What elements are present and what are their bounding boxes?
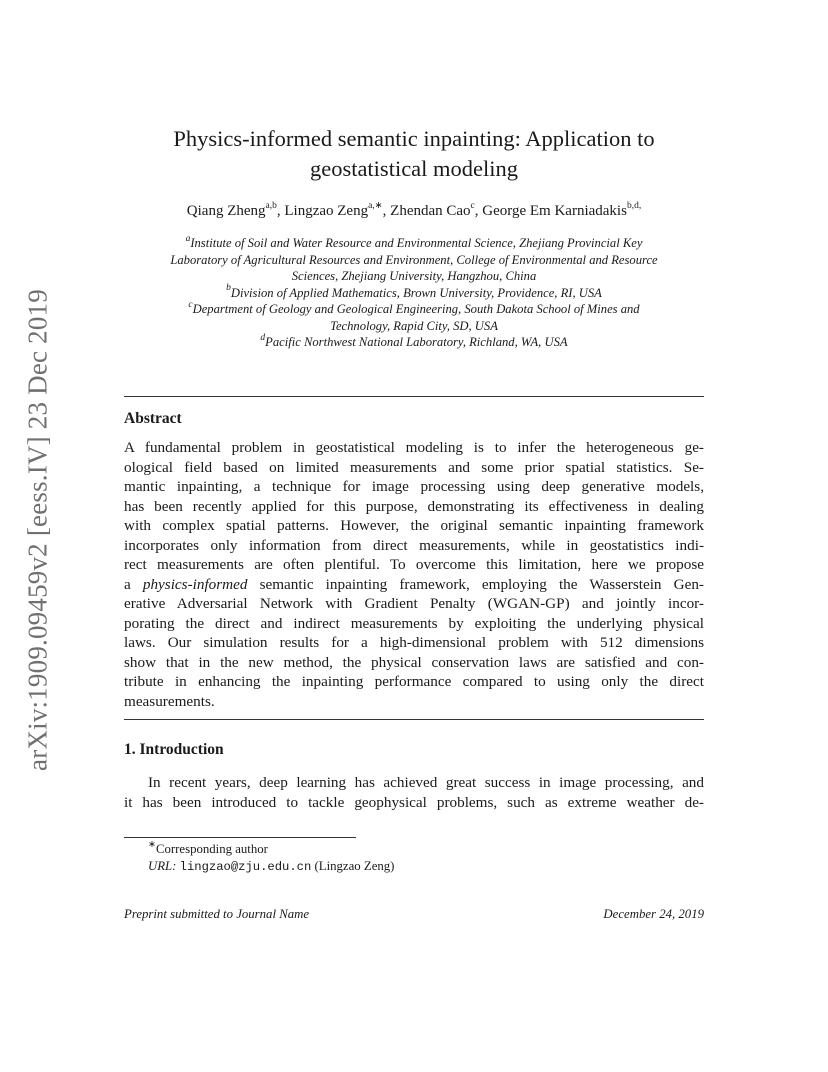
- affiliation-line: $^d$Pacific Northwest National Laboratory, Richland, WA, USA: [260, 332, 568, 349]
- abstract-line: laws. Our simulation results for a high-dimensional problem with 512 dimensions: [124, 634, 704, 651]
- abstract-line: has been recently applied for this purpose, demonstrating its effectiveness in dealing: [124, 497, 704, 515]
- footer-journal: Preprint submitted to Journal Name: [124, 907, 310, 921]
- author-list: Qiang Zheng$^{a,b}$, Lingzao Zeng$^{a,∗}$, Zhendan Cao$^c$, George Em Karniadakis$^{b,d,}$: [186, 201, 642, 219]
- paper-title: [124, 124, 704, 184]
- affiliations: [124, 235, 704, 351]
- affiliation-mark: d: [260, 332, 266, 343]
- abstract-line: tribute in enhancing the inpainting performance compared to using only the direct: [124, 673, 704, 690]
- author-name: Qiang Zheng: [186, 203, 266, 219]
- body-line: it has been introduced to tackle geophysical problems, such as extreme weather de-: [124, 793, 704, 811]
- abstract-line: mantic inpainting, a technique for image processing using deep generative models,: [124, 478, 704, 495]
- abstract-line: measurements.: [124, 692, 215, 710]
- abstract-bottom-rule: [124, 719, 704, 720]
- email-link[interactable]: lingzao@zju.edu.cn: [179, 860, 312, 874]
- italic-term: physics-informed: [142, 575, 248, 593]
- title-line: geostatistical modeling: [309, 156, 519, 181]
- footnote-url: [148, 858, 394, 876]
- arxiv-identifier: arXiv:1909.09459v2 [eess.IV] 23 Dec 2019: [22, 289, 53, 771]
- author-name: George Em Karniadakis: [482, 203, 627, 219]
- affiliation-line: Technology, Rapid City, SD, USA: [330, 318, 498, 333]
- author-affil-mark: a,b: [265, 201, 277, 211]
- abstract-heading: Abstract: [124, 410, 182, 427]
- affiliation-mark: b: [226, 283, 231, 294]
- affiliation-line: $^b$Division of Applied Mathematics, Brown University, Providence, RI, USA: [226, 283, 602, 300]
- affiliation-line: Sciences, Zhejiang University, Hangzhou, China: [291, 269, 537, 283]
- author-name: Zhendan Cao: [390, 203, 471, 219]
- abstract-top-rule: [124, 396, 704, 397]
- affiliation-mark: a: [185, 233, 191, 244]
- footer-date: December 24, 2019: [603, 907, 704, 921]
- footnotes: [148, 841, 394, 876]
- abstract-line: erative Adversarial Network with Gradient Penalty (WGAN-GP) and jointly incor-: [124, 595, 704, 612]
- abstract-body: [124, 438, 704, 711]
- author-name: Lingzao Zeng: [284, 203, 369, 219]
- abstract-line: A fundamental problem in geostatistical modeling is to infer the heterogeneous ge-: [124, 439, 704, 456]
- affiliation-line: Laboratory of Agricultural Resources and Environment, College of Environmental and Resource: [170, 252, 658, 267]
- abstract-line: incorporates only information from direct measurements, while in geostatistics indi-: [124, 536, 704, 554]
- abstract-line: porating the direct and indirect measurements by exploiting the underlying physical: [124, 614, 704, 632]
- introduction-body: [124, 773, 704, 812]
- footnote-mark: ∗: [148, 839, 156, 850]
- url-label: URL:: [148, 859, 177, 873]
- title-line: Physics-informed semantic inpainting: Application to: [173, 126, 655, 151]
- abstract-line: a physics-informed semantic inpainting framework, employing the Wasserstein Gen-: [124, 575, 704, 593]
- body-line: In recent years, deep learning has achieved great success in image processing, and: [148, 774, 704, 791]
- footnote-corresponding: ∗Corresponding author: [148, 839, 268, 856]
- affiliation-line: $^c$Department of Geology and Geological Engineering, South Dakota School of Mines and: [188, 299, 640, 316]
- abstract-line: show that in the new method, the physical conservation laws are satisfied and con-: [124, 653, 704, 671]
- abstract-line: rect measurements are often plentiful. To overcome this limitation, here we propose: [124, 556, 704, 573]
- abstract-line: with complex spatial patterns. However, the original semantic inpainting framework: [124, 517, 704, 534]
- url-owner: (Lingzao Zeng): [314, 859, 395, 873]
- author-affil-mark: c: [470, 201, 475, 211]
- affiliation-mark: c: [188, 299, 193, 310]
- section-heading-introduction: 1. Introduction: [124, 741, 224, 758]
- abstract-line: ological field based on limited measurements and some prior spatial statistics. Se-: [124, 458, 704, 476]
- author-affil-mark: b,d,: [626, 201, 642, 211]
- author-affil-mark: a,∗: [368, 201, 383, 211]
- footnote-rule: [124, 837, 356, 838]
- affiliation-line: $^a$Institute of Soil and Water Resource and Environmental Science, Zhejiang Provincial Key: [185, 233, 643, 250]
